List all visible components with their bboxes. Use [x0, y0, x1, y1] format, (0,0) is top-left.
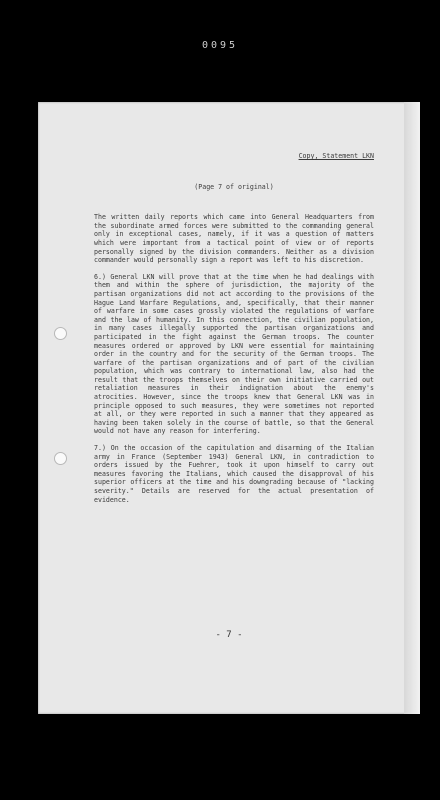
document-header: Copy, Statement LKN: [298, 152, 374, 160]
page-number: - 7 -: [215, 630, 243, 640]
punch-hole-icon: [54, 452, 67, 465]
copy-note: (Page 7 of original): [194, 182, 274, 191]
punch-hole-icon: [54, 327, 67, 340]
paragraph: 7.) On the occasion of the capitulation and disarming of the Italian army in France (September 1943) General LKN, in contradiction to orders issued by the Fuehrer, took it upon himself to carry out measures favoring the Italians, which caused the disapproval of his superior officers at the time and his downgrading because of "lacking severity." Details are reserved for the actual presentation of evidence.: [94, 444, 374, 504]
document-page: [38, 102, 420, 714]
document-body: [94, 152, 374, 512]
paragraph: 6.) General LKN will prove that at the time when he had dealings with them and within the sphere of jurisdiction, the majority of the partisan organizations did not act according to the provisions of the Hague Land Warfare Regulations, and, specifically, that their manner of warfare in some cases grossly violated the regulations of warfare and the law of humanity. In this connection, the civilian population, in many cases illegally supported the partisan organizations and participated in the fight against the German troops. The counter measures ordered or approved by LKN were essential for maintaining order in the country and for the security of the German troops. The warfare of the partisan organizations and of part of the civilian population, which was contrary to international law, also had the result that the troops themselves on their own initiative carried out retaliation measures in their indignation about the enemy's atrocities. However, since the troops knew that General LKN was in principle opposed to such measures, they were sometimes not reported at all, or they were reported in such a manner that they appeared as having been taken solely in the course of battle, so that the General would not have any reason for interfering.: [94, 272, 374, 436]
page-edge: [404, 102, 420, 714]
paragraph: The written daily reports which came into General Headquarters from the subordinate armed forces were submitted to the commanding general only in exceptional cases, namely, if it was a question of matters which were important from a tactical point of view or of reports personally signed by the division commanders. Neither as a division commander would personally sign a report was left to his discretion.: [94, 213, 374, 265]
film-frame-number: 0095: [201, 40, 239, 51]
